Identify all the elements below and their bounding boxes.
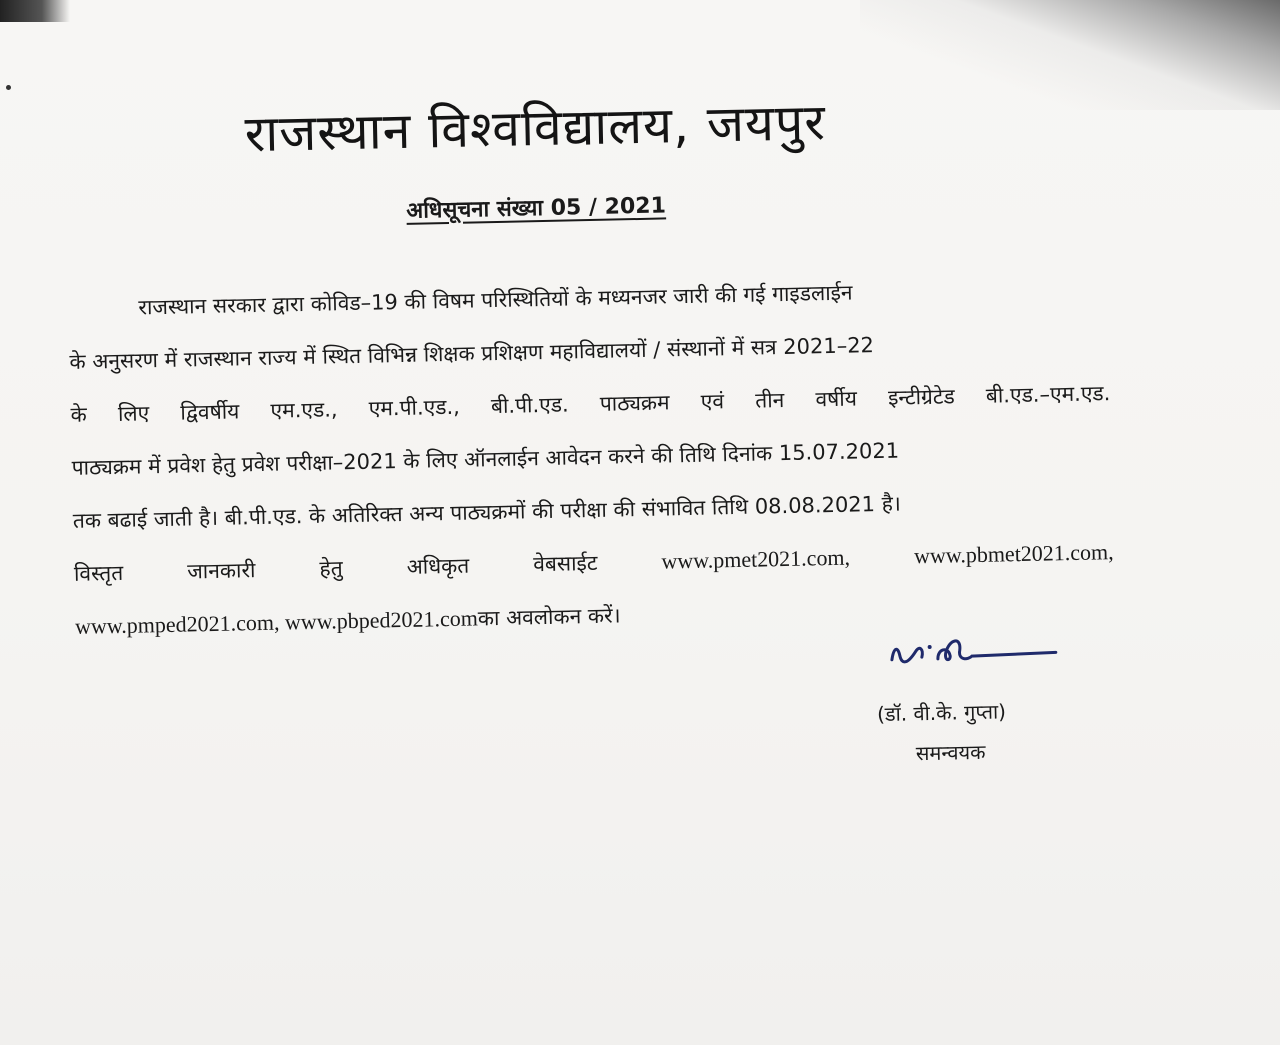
- body-line-3-word: तीन: [754, 387, 785, 413]
- signatory-designation: समन्वयक: [915, 739, 986, 766]
- signatory-name: (डॉ. वी.के. गुप्ता): [876, 699, 1007, 727]
- body-line-3-word: पाठ्यक्रम: [599, 389, 670, 416]
- body-line-3-word: एवं: [700, 388, 725, 414]
- body-line-6-word: जानकारी: [186, 557, 256, 584]
- body-line-3-word: द्विवर्षीय: [180, 398, 240, 425]
- body-line-3-word: लिए: [117, 400, 150, 426]
- notice-body: [68, 260, 1116, 653]
- website-link: www.pmet2021.com,: [661, 544, 851, 574]
- body-line-3-word: बी.एड.–एम.एड.: [985, 380, 1111, 408]
- website-link: www.pbmet2021.com,: [913, 538, 1114, 568]
- signature-mark: [885, 626, 1066, 680]
- body-line-6-word: वेबसाईट: [532, 550, 598, 576]
- page-corner-shadow: [0, 0, 70, 22]
- body-line-7-tail: का अवलोकन करें।: [477, 602, 621, 630]
- body-line-2: के अनुसरण में राजस्थान राज्य में स्थित विभिन्न शिक्षक प्रशिक्षण महाविद्यालयों / संस्थानों में सत्र 2021–22: [69, 332, 875, 374]
- body-line-6-word: हेतु: [319, 555, 343, 581]
- body-line-6-word: अधिकृत: [406, 553, 470, 579]
- body-line-3-word: इन्टीग्रेटेड: [887, 383, 955, 410]
- body-line-3-word: बी.पी.एड.: [490, 392, 569, 418]
- body-line-3-word: के: [70, 402, 87, 427]
- notification-number: अधिसूचना संख्या 05 / 2021: [406, 193, 667, 224]
- body-line-4: पाठ्यक्रम में प्रवेश हेतु प्रवेश परीक्षा–2021 के लिए ऑनलाईन आवेदन करने की तिथि दिनांक 15.07.2021: [71, 438, 900, 480]
- body-line-3-word: एम.पी.एड.,: [368, 394, 461, 421]
- website-links: www.pmped2021.com, www.pbped2021.com: [74, 604, 479, 639]
- body-line-1: राजस्थान सरकार द्वारा कोविड–19 की विषम परिस्थितियों के मध्यनजर जारी की गई गाइडलाईन: [138, 280, 853, 319]
- speck: [6, 85, 11, 90]
- page-edge-shadow: [860, 0, 1280, 110]
- body-line-3-word: वर्षीय: [815, 385, 858, 411]
- body-line-3-word: एम.एड.,: [270, 396, 338, 423]
- body-line-6-word: विस्तृत: [73, 560, 124, 586]
- body-line-5: तक बढाई जाती है। बी.पी.एड. के अतिरिक्त अन्य पाठ्यक्रमों की परीक्षा की संभावित तिथि 08.08.2021 है।: [72, 491, 902, 533]
- university-title: राजस्थान विश्वविद्यालय, जयपुर: [244, 93, 827, 164]
